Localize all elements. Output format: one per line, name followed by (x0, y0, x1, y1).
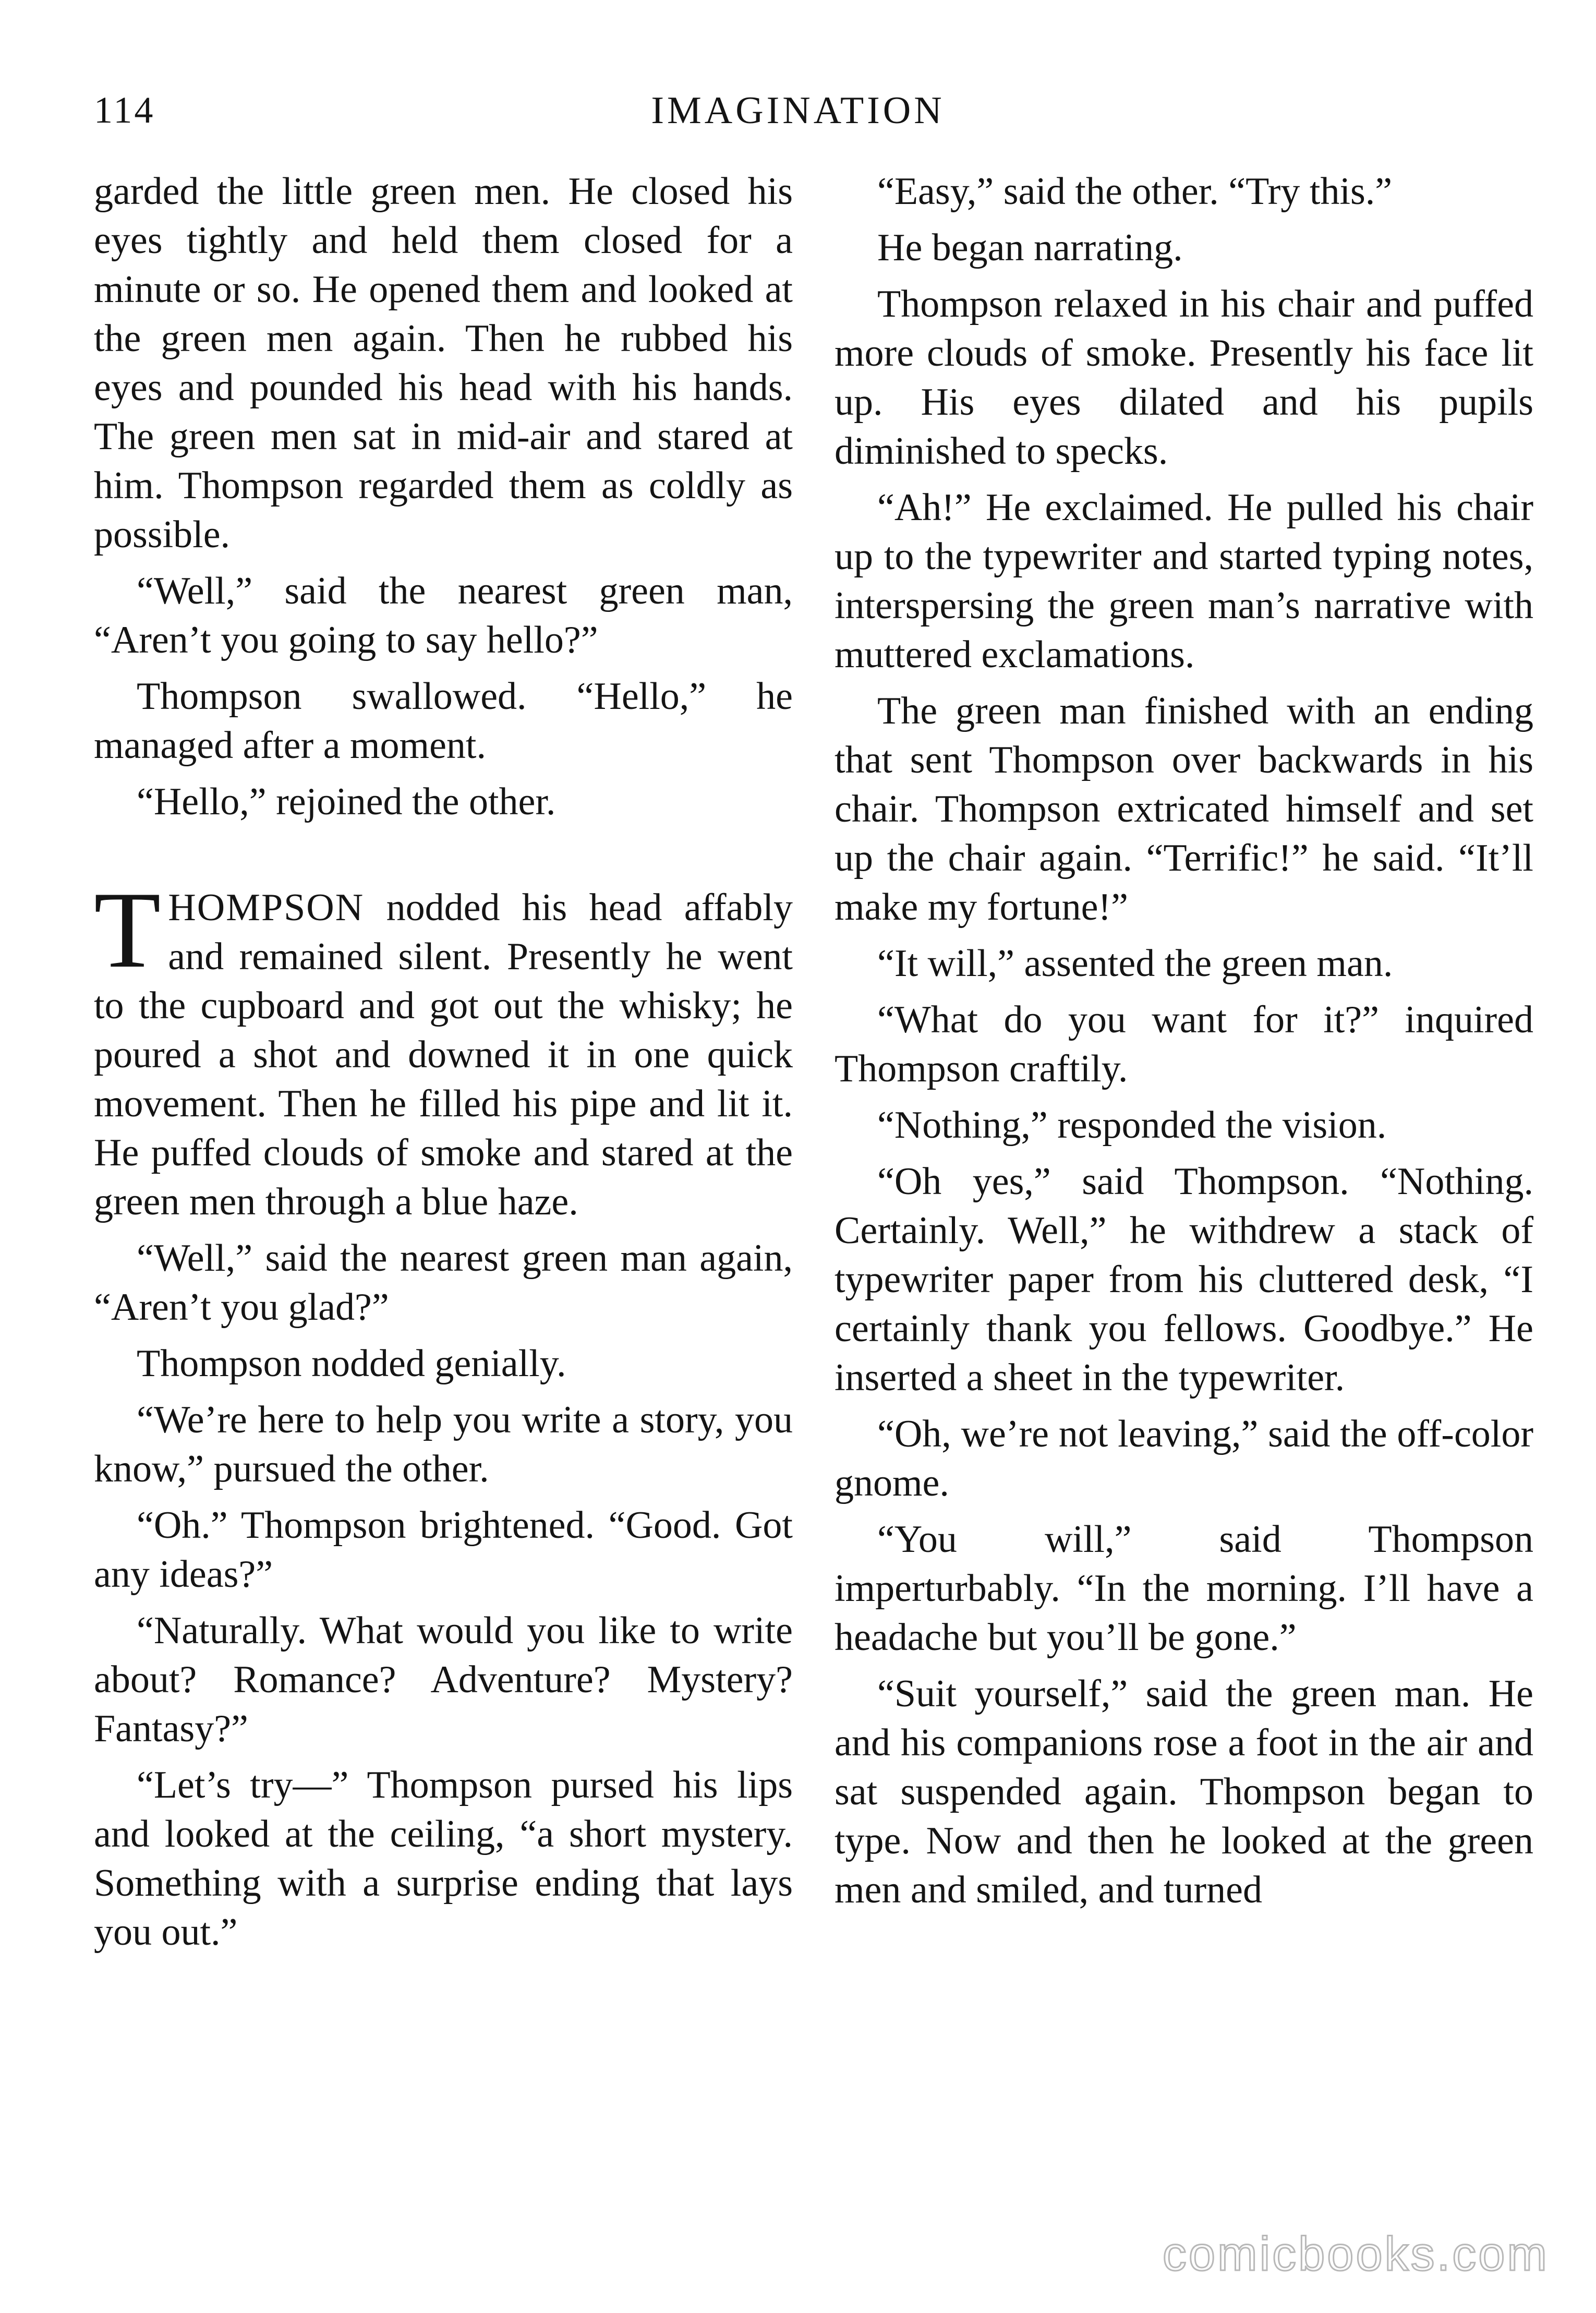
paragraph: “Hello,” rejoined the other. (137, 780, 556, 823)
right-column (835, 167, 1533, 1922)
paragraph: “It will,” assented the green man. (877, 942, 1393, 985)
paragraph: “Oh.” Thompson brightened. “Good. Got any ideas?” (94, 1504, 793, 1596)
paragraph: “Let’s try—” Thompson pursed his lips and looked at the ceiling, “a short mystery. Something with a surprise ending that lays you out.” (94, 1764, 793, 1954)
paragraph: “Ah!” He exclaimed. He pulled his chair up to the typewriter and started typing notes, interspersing the green man’s narrative with muttered exclamations. (835, 486, 1533, 676)
paragraph: “Naturally. What would you like to write about? Romance? Adventure? Mystery? Fantasy?” (94, 1609, 793, 1750)
page-number: 114 (94, 89, 155, 131)
paragraph: “Suit yourself,” said the green man. He and his companions rose a foot in the air and sat suspended again. Thompson began to type. Now and then he looked at the green men and smiled, and turned (835, 1672, 1533, 1911)
running-head: IMAGINATION (651, 89, 945, 132)
paragraph: Thompson relaxed in his chair and puffed more clouds of smoke. Presently his face lit up. His eyes dilated and his pupils diminished to specks. (835, 283, 1533, 473)
section-break (94, 834, 793, 883)
paragraph: “We’re here to help you write a story, you know,” pursued the other. (94, 1399, 793, 1490)
drop-cap: T (94, 870, 161, 991)
paragraph-with-drop-cap (94, 870, 793, 1226)
left-column (94, 167, 793, 1964)
paragraph: He began narrating. (877, 226, 1183, 269)
watermark: comicbooks.com (1162, 2227, 1549, 2281)
paragraph: “Nothing,” responded the vision. (877, 1104, 1387, 1147)
paragraph: Thompson swallowed. “Hello,” he managed after a moment. (94, 675, 793, 767)
paragraph: “What do you want for it?” inquired Thompson craftily. (835, 998, 1533, 1090)
paragraph: “Oh, we’re not leaving,” said the off-color gnome. (835, 1413, 1533, 1504)
paragraph: “Well,” said the nearest green man, “Aren’t you going to say hello?” (94, 570, 793, 661)
lead-in-small-caps: HOMPSON (168, 886, 365, 929)
paragraph: “Easy,” said the other. “Try this.” (877, 170, 1393, 213)
paragraph: “Oh yes,” said Thompson. “Nothing. Certainly. Well,” he withdrew a stack of typewriter paper from his cluttered desk, “I certainly thank you fellows. Goodbye.” He inserted a sheet in the typewriter. (835, 1160, 1533, 1399)
page-header (94, 89, 1502, 141)
paragraph: Thompson nodded genially. (137, 1342, 566, 1385)
paragraph: garded the little green men. He closed his eyes tightly and held them closed for a minute or so. He opened them and looked at the green men again. Then he rubbed his eyes and pounded his head with his hands. The green men sat in mid-air and stared at him. Thompson regarded them as coldly as possible. (94, 170, 793, 556)
paragraph-text: nodded his head affably and remained silent. Presently he went to the cupboard and got out the whisky; he poured a shot and downed it in one quick movement. Then he filled his pipe and lit it. He puffed clouds of smoke and stared at the green men through a blue haze. (94, 886, 793, 1223)
paragraph: The green man finished with an ending that sent Thompson over backwards in his chair. Thompson extricated himself and set up the chair again. “Terrific!” he said. “It’ll make my fortune!” (835, 690, 1533, 929)
paragraph: “Well,” said the nearest green man again, “Aren’t you glad?” (94, 1237, 793, 1329)
paragraph: “You will,” said Thompson imperturbably. “In the morning. I’ll have a headache but you’ll be gone.” (835, 1518, 1533, 1659)
